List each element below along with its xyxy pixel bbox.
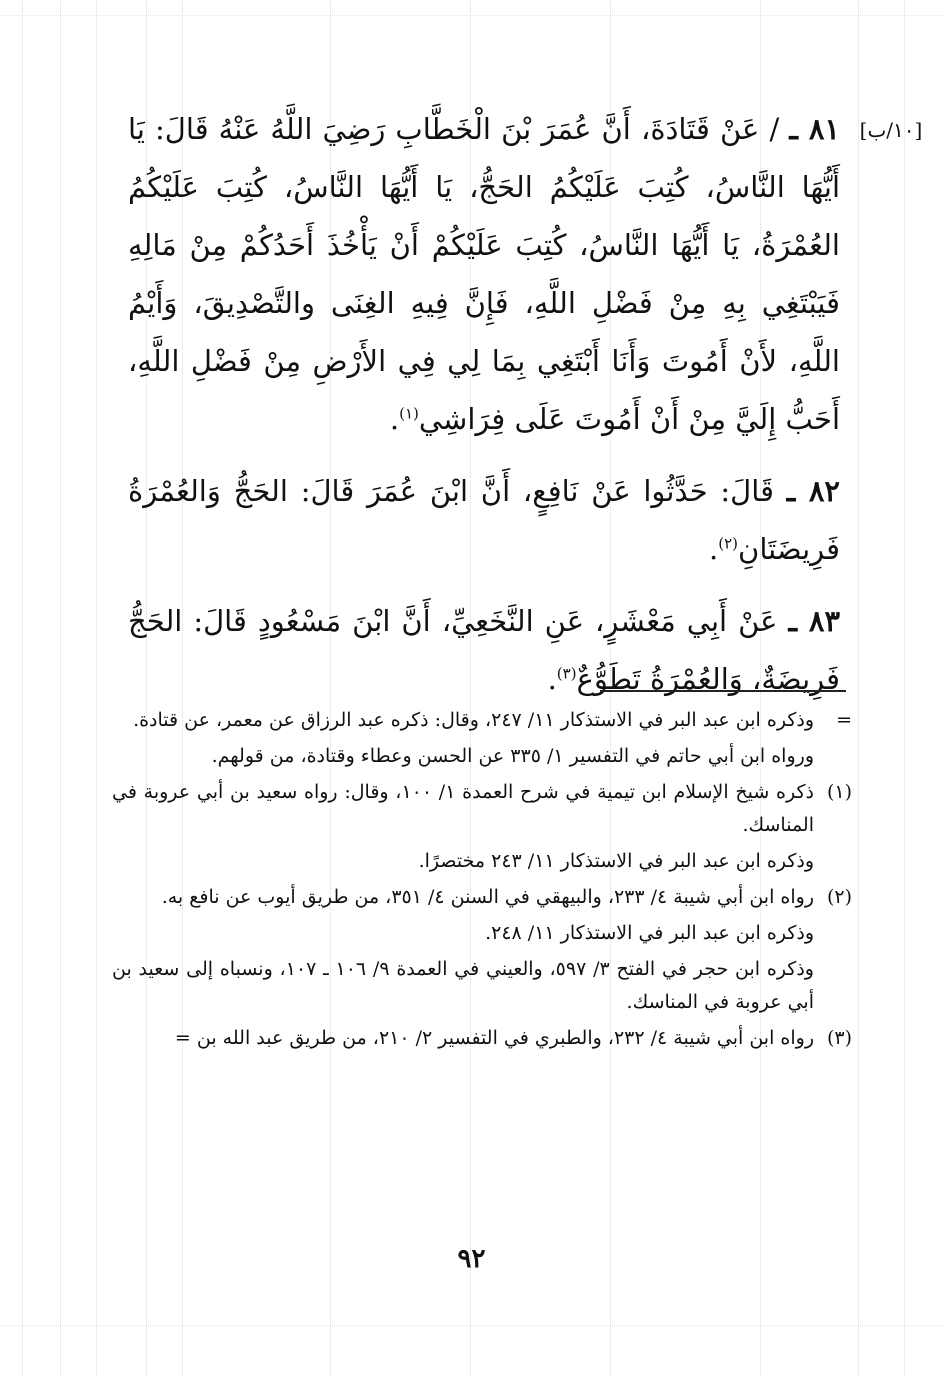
footnote-text: ورواه ابن أبي حاتم في التفسير ١/ ٣٣٥ عن الحسن وعطاء وقتادة، من قولهم. [211,745,814,767]
scan-guide [0,1325,943,1326]
hadith-82 [128,462,840,578]
footnote-mark: = [836,709,852,731]
footnote-text: رواه ابن أبي شيبة ٤/ ٢٣٣، والبيهقي في السنن ٤/ ٣٥١، من طريق أيوب عن نافع به. [161,886,814,908]
footnote-ref[interactable]: (٢) [718,534,739,553]
hadith-end: . [389,402,400,436]
hadith-number: ٨٢ ـ [786,474,841,508]
hadith-end: . [709,532,719,566]
hadith-81 [128,100,840,448]
manuscript-folio-note: [١٠/ب] [859,118,923,142]
footnote-mark: (١) [826,781,852,803]
footnote-3 [112,1022,852,1055]
hadith-text: / عَنْ قَتَادَةَ، أَنَّ عُمَرَ بْنَ الْخَطَّابِ رَضِيَ اللَّهُ عَنْهُ قَالَ: يَا أَيُّهَا النَّاسُ، كُتِبَ عَلَيْكُمُ الحَجُّ، يَا أَيُّهَا النَّاسُ، كُتِبَ عَلَيْكُمُ العُمْرَةُ، يَا أَيُّهَا النَّاسُ، كُتِبَ عَلَيْكُمْ أَنْ يَأْخُذَ أَحَدُكُمْ مِنْ مَالِهِ فَيَبْتَغِي بِهِ مِنْ فَضْلِ اللَّهِ، فَإِنَّ فِيهِ الغِنَى والتَّصْدِيقَ، وَأَيْمُ اللَّهِ، لأَنْ أَمُوتَ وَأَنَا أَبْتَغِي بِمَا لِي فِي الأَرْضِ مِنْ فَضْلِ اللَّهِ، أَحَبُّ إِلَيَّ مِنْ أَنْ أَمُوتَ عَلَى فِرَاشِي [128,112,840,436]
hadith-end: . [547,662,557,696]
hadith-number: ٨٣ ـ [788,604,841,638]
main-text [128,100,840,708]
hadith-number: ٨١ ـ [789,112,840,146]
footnote-separator [600,690,846,692]
footnote-ref[interactable]: (٣) [556,664,577,683]
hadith-text: قَالَ: حَدَّثُوا عَنْ نَافِعٍ، أَنَّ ابْنَ عُمَرَ قَالَ: الحَجُّ وَالعُمْرَةُ فَرِيضَتَانِ [128,474,840,566]
footnote-text: رواه ابن أبي شيبة ٤/ ٢٣٢، والطبري في التفسير ٢/ ٢١٠، من طريق عبد الله بن = [174,1027,814,1049]
footnote-text: وذكره ابن عبد البر في الاستذكار ١١/ ٢٤٨. [485,922,814,944]
scan-guide [904,0,905,1375]
footnote-1 [112,776,852,842]
scan-guide [858,0,859,1375]
footnote-mark: (٢) [826,886,852,908]
footnotes [112,704,852,1058]
footnote-text: ذكره شيخ الإسلام ابن تيمية في شرح العمدة ١/ ١٠٠، وقال: رواه سعيد بن أبي عروبة في المناسك. [112,781,814,836]
footnote-text: وذكره ابن عبد البر في الاستذكار ١١/ ٢٤٣ مختصرًا. [418,850,814,872]
hadith-text: عَنْ أَبِي مَعْشَرٍ، عَنِ النَّخَعِيِّ، أَنَّ ابْنَ مَسْعُودٍ قَالَ: الحَجُّ فَرِيضَةٌ، وَالعُمْرَةُ تَطَوُّعٌ [128,604,840,696]
page-number: ٩٢ [457,1244,486,1274]
scan-guide [60,0,61,1375]
scan-guide [22,0,23,1375]
footnote-text: وذكره ابن حجر في الفتح ٣/ ٥٩٧، والعيني في العمدة ٩/ ١٠٦ ـ ١٠٧، ونسباه إلى سعيد بن أبي عروبة في المناسك. [112,958,814,1013]
footnote-text: وذكره ابن عبد البر في الاستذكار ١١/ ٢٤٧، وقال: ذكره عبد الرزاق عن معمر، عن قتادة. [133,709,814,731]
footnote-ref[interactable]: (١) [399,404,419,423]
scan-guide [0,15,943,16]
scan-guide [96,0,97,1375]
footnote-continued [112,704,852,737]
footnote-mark: (٣) [826,1027,852,1049]
footnote-2 [112,881,852,914]
